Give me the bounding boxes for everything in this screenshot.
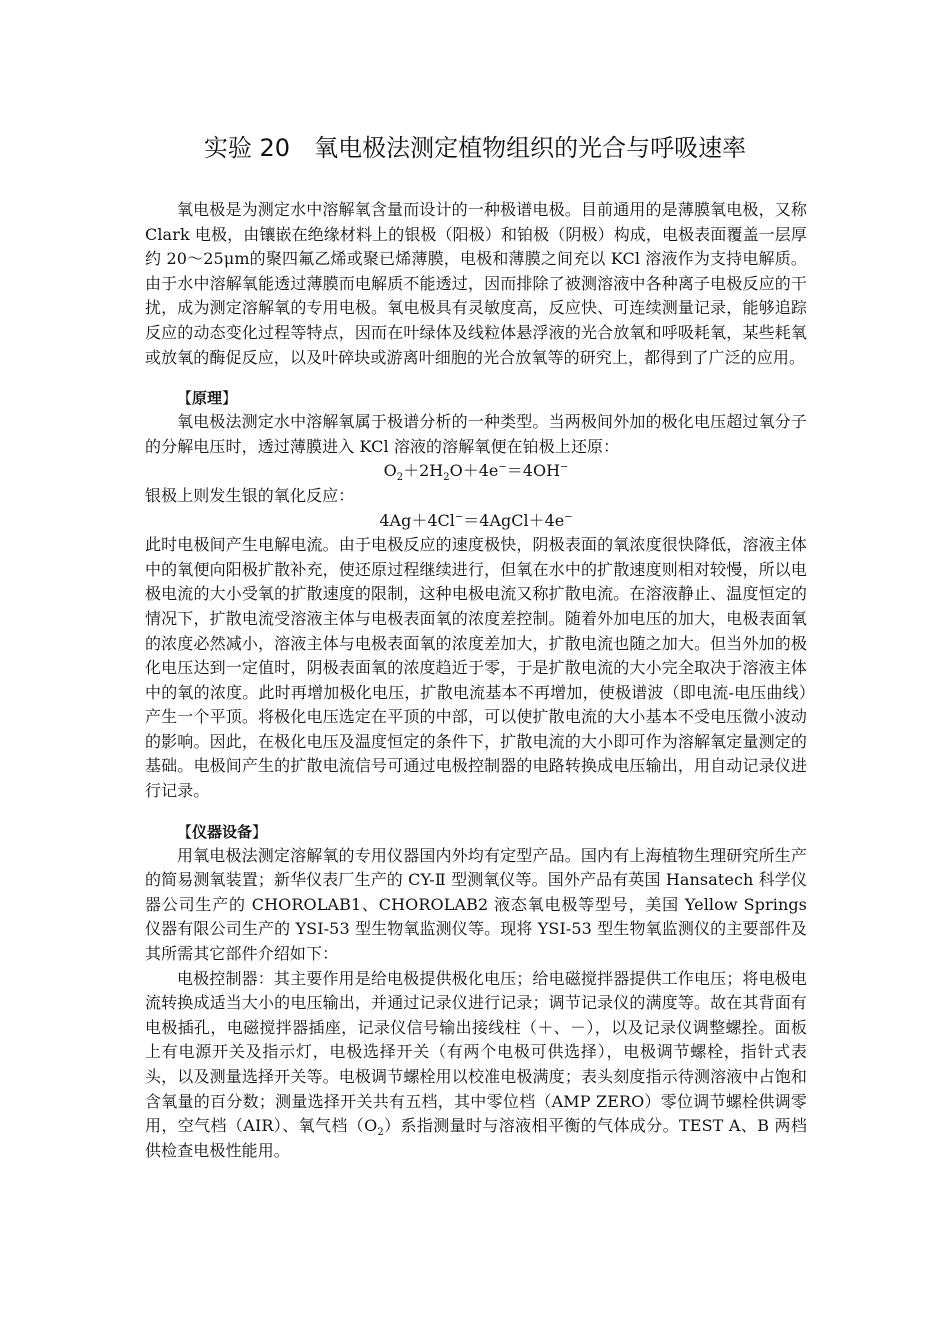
equation-cathode: $O_2+2H_2O+4e^-=4OH^-$: [383, 461, 569, 484]
equipment-paragraph-1: 用氧电极法测定溶解氧的专用仪器国内外均有定型产品。国内有上海植物生理研究所生产的简易测氧装置；新华仪表厂生产的 CY-Ⅱ 型测氧仪等。国外产品有英国 Hansatech 科学仪器公司生产的 CHOROLAB1、CHOROLAB2 液态氧电极等型号，美国 Yellow Springs 仪器有限公司生产的 YSI-53 型生物氧监测仪等。现将 YSI-53 型生物氧监测仪的主要部件及其所需其它部件介绍如下：: [145, 845, 807, 964]
equipment-paragraph-2: 电极控制器：其主要作用是给电极提供极化电压；给电磁搅拌器提供工作电压；将电极电流转换成适当大小的电压输出，并通过记录仪进行记录；调节记录仪的满度等。故在其背面有电极插孔，电磁搅拌器插座，记录仪信号输出接线柱（＋、－），以及记录仪调整螺拴。面板上有电源开关及指示灯，电极选择开关（有两个电极可供选择），电极调节螺栓，指针式表头，以及测量选择开关等。电极调节螺栓用以校准电极满度；表头刻度指示待测溶液中占饱和含氧量的百分数；测量选择开关共有五档，其中零位档（AMP ZERO）零位调节螺栓供调零用，空气档（AIR）、氧气档$(O_2)$系指测量时与溶液相平衡的气体成分。TEST A、B 两档供检查电极性能用。: [145, 968, 808, 1160]
section-heading-principle: 【原理】: [177, 389, 238, 408]
section-heading-principle-label: 原理: [192, 389, 223, 408]
page-title: 实验 20 氧电极法测定植物组织的光合与呼吸速率: [203, 134, 747, 162]
principle-paragraph-1: 氧电极法测定水中溶解氧属于极谱分析的一种类型。当两极间外加的极化电压超过氧分子的分解电压时，透过薄膜进入 KCl 溶液的溶解氧便在铂极上还原：: [145, 412, 807, 456]
principle-paragraph-2: 银极上则发生银的氧化反应：: [145, 485, 355, 505]
section-heading-equipment: 【仪器设备】: [177, 822, 268, 841]
section-heading-equipment-label: 仪器设备: [192, 822, 253, 841]
document-body: [145, 198, 807, 1163]
intro-paragraph: 氧电极是为测定水中溶解氧含量而设计的一种极谱电极。目前通用的是薄膜氧电极，又称 Clark 电极，由镶嵌在绝缘材料上的银极（阳极）和铂极（阴极）构成，电极表面覆盖一层厚约 20～25μm的聚四氟乙烯或聚已烯薄膜，电极和薄膜之间充以 KCl 溶液作为支持电解质。由于水中溶解氧能透过薄膜而电解质不能透过，因而排除了被测溶液中各种离子电极反应的干扰，成为测定溶解氧的专用电极。氧电极具有灵敏度高，反应快、可连续测量记录，能够追踪反应的动态变化过程等特点，因而在叶绿体及线粒体悬浮液的光合放氧和呼吸耗氧，某些耗氧或放氧的酶促反应，以及叶碎块或游离叶细胞的光合放氧等的研究上，都得到了广泛的应用。: [145, 200, 807, 367]
principle-paragraph-3: 此时电极间产生电解电流。由于电极反应的速度极快，阴极表面的氧浓度很快降低，溶液主体中的氧便向阳极扩散补充，使还原过程继续进行，但氧在水中的扩散速度则相对较慢，所以电极电流的大小受氧的扩散速度的限制，这种电极电流又称扩散电流。在溶液静止、温度恒定的情况下，扩散电流受溶液主体与电极表面氧的浓度差控制。随着外加电压的加大，电极表面氧的浓度必然减小，溶液主体与电极表面氧的浓度差加大，扩散电流也随之加大。但当外加的极化电压达到一定值时，阴极表面氧的浓度趋近于零，于是扩散电流的大小完全取决于溶液主体中的氧的浓度。此时再增加极化电压，扩散电流基本不再增加，使极谱波（即电流-电压曲线）产生一个平顶。将极化电压选定在平顶的中部，可以使扩散电流的大小基本不受电压微小波动的影响。因此，在极化电压及温度恒定的条件下，扩散电流的大小即可作为溶解氧定量测定的基础。电极间产生的扩散电流信号可通过电极控制器的电路转换成电压输出，用自动记录仪进行记录。: [145, 535, 807, 801]
equation-anode: 4Ag＋4Cl−＝4AgCl＋4e−: [379, 510, 573, 530]
